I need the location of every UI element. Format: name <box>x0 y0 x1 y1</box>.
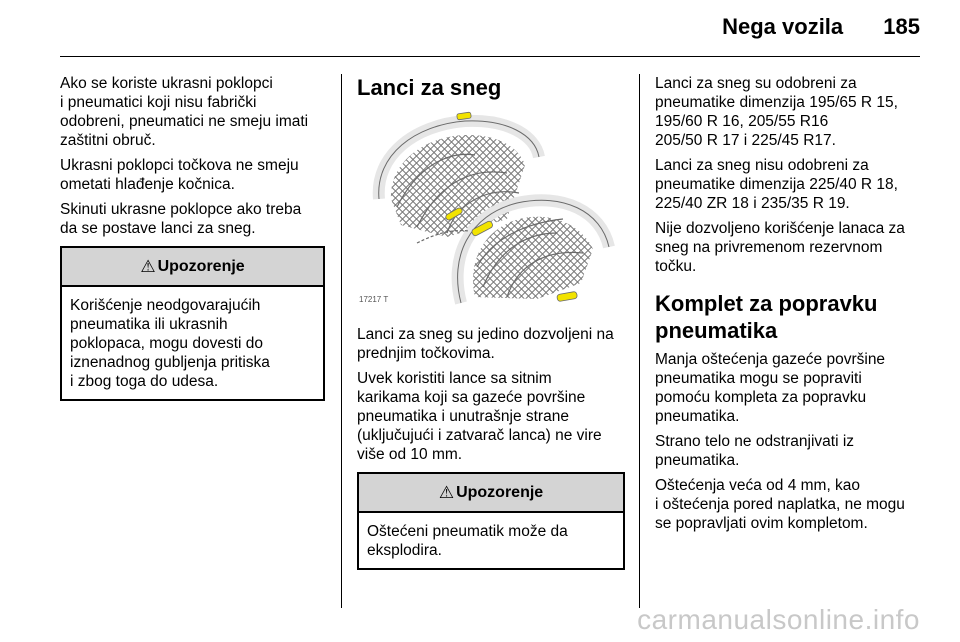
paragraph: Lanci za sneg nisu odobreni za pneumatike dimenzija 225/40 R 18, 225/40 ZR 18 i 235/35 R 19. <box>655 157 898 212</box>
figure-id: 17217 T <box>359 295 389 304</box>
column-right <box>655 74 925 539</box>
paragraph: Uvek koristiti lance sa sitnim karikama koji sa gazeće površine pneumatika i unutrašnje strane (uključujući i zatvarač lanca) ne vire više od 10 mm. <box>357 370 602 463</box>
watermark: carmanualsonline.info <box>637 604 920 635</box>
paragraph: Nije dozvoljeno korišćenje lanaca za sneg na privremenom rezervnom točku. <box>655 220 905 275</box>
section-heading: Komplet za popravku pneumatika <box>655 291 878 343</box>
column-divider <box>341 74 342 608</box>
warning-header <box>62 248 323 287</box>
paragraph: Manja oštećenja gazeće površine pneumatika mogu se popraviti pomoću kompleta za popravku pneumatika. <box>655 351 886 425</box>
snow-chains-illustration <box>357 107 625 311</box>
paragraph: Skinuti ukrasne poklopce ako treba da se postave lanci za sneg. <box>60 201 302 237</box>
column-left <box>60 74 325 401</box>
warning-title: Upozorenje <box>456 484 544 501</box>
warning-triangle-icon: ⚠ <box>438 483 455 502</box>
section-heading: Lanci za sneg <box>357 75 502 100</box>
paragraph: Ako se koriste ukrasni poklopci i pneumatici koji nisu fabrički odobreni, pneumatici ne smeju imati zaštitni obruč. <box>60 75 309 149</box>
warning-box <box>60 246 325 401</box>
header-rule <box>60 56 920 57</box>
warning-title: Upozorenje <box>157 258 245 275</box>
warning-text: Oštećeni pneumatik može da eksplodira. <box>367 523 568 559</box>
column-divider <box>639 74 640 608</box>
paragraph: Ukrasni poklopci točkova ne smeju ometati hlađenje kočnica. <box>60 157 299 193</box>
snow-chains-drawing <box>357 107 625 311</box>
paragraph: Oštećenja veća od 4 mm, kao i oštećenja pored naplatka, ne mogu se popravljati ovim kompletom. <box>655 477 905 532</box>
column-middle <box>357 74 625 570</box>
warning-text: Korišćenje neodgovarajućih pneumatika ili ukrasnih poklopaca, mogu dovesti do iznenadnog gubljenja pritiska i zbog toga do udesa. <box>70 297 270 390</box>
snow-chain-front <box>417 200 609 303</box>
page-header <box>722 14 920 40</box>
paragraph: Lanci za sneg su jedino dozvoljeni na prednjim točkovima. <box>357 326 614 362</box>
snow-chain-back <box>379 112 539 237</box>
warning-box <box>357 472 625 570</box>
page-number: 185 <box>883 14 920 39</box>
warning-header <box>359 474 623 513</box>
paragraph: Strano telo ne odstranjivati iz pneumatika. <box>655 433 855 469</box>
page-title: Nega vozila <box>722 14 844 39</box>
paragraph: Lanci za sneg su odobreni za pneumatike dimenzija 195/65 R 15, 195/60 R 16, 205/55 R16 205/50 R 17 i 225/45 R17. <box>655 75 898 149</box>
warning-triangle-icon: ⚠ <box>140 257 156 276</box>
